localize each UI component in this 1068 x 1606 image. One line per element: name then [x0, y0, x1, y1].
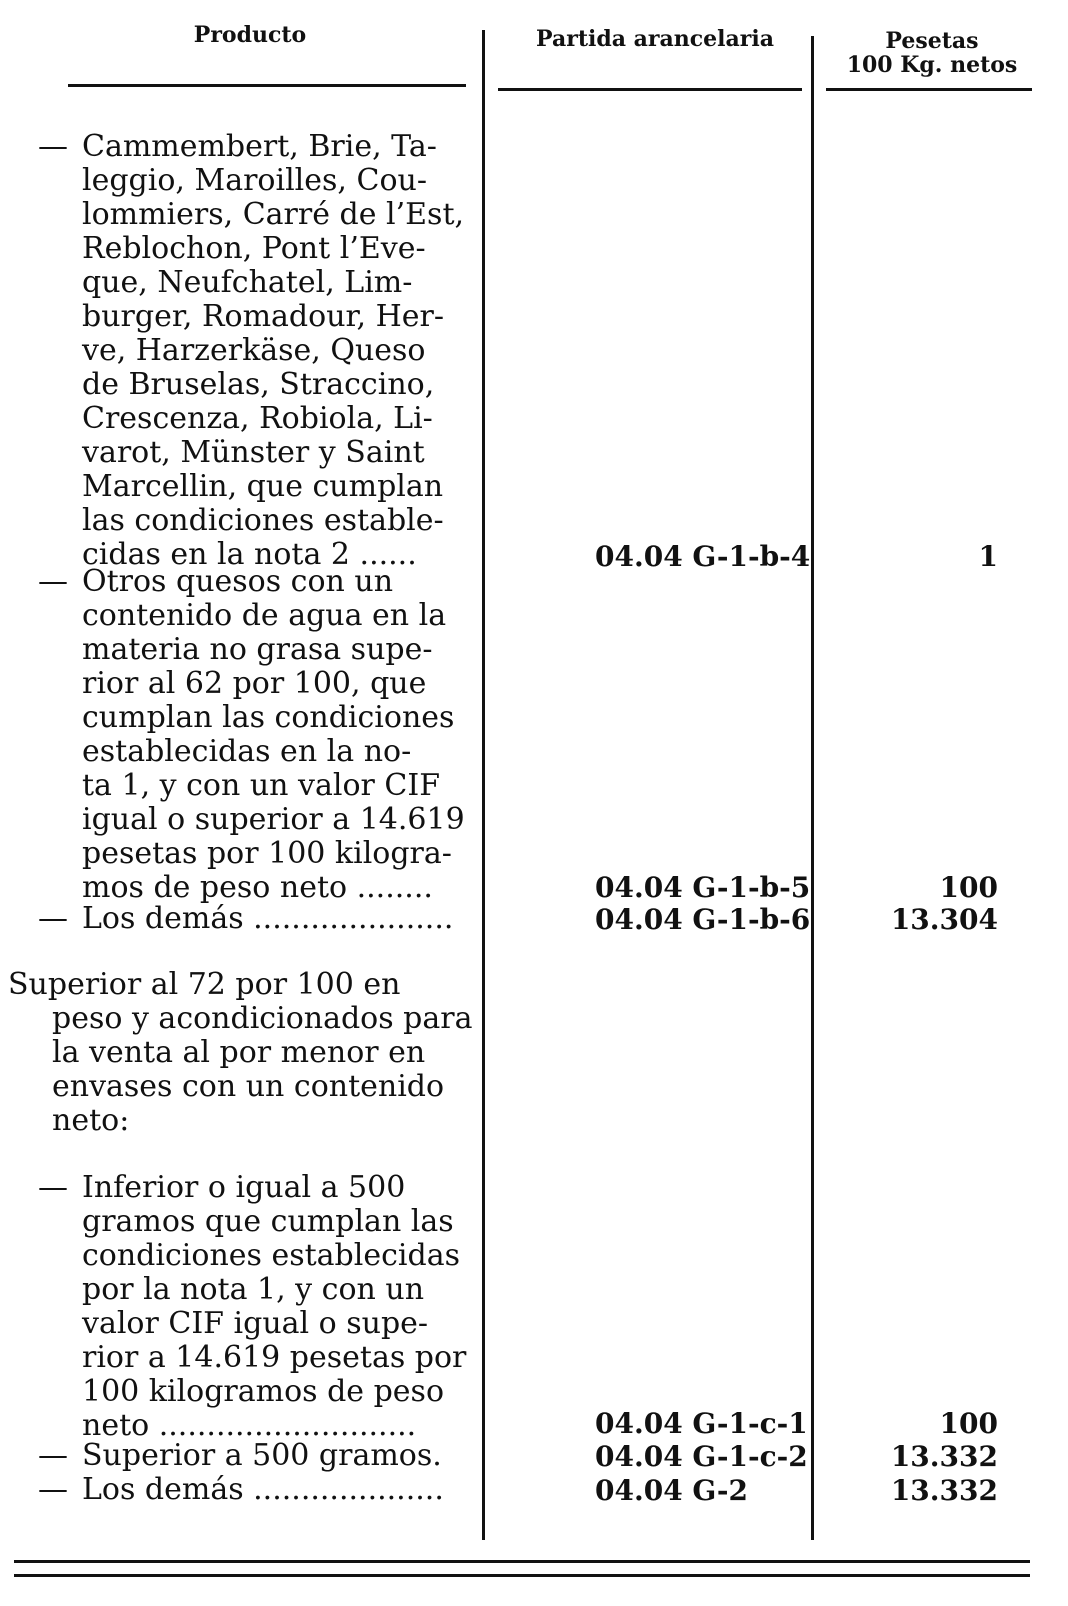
partida-code: 04.04 G-1-b-4 [595, 540, 811, 573]
product-line: leggio, Maroilles, Cou- [82, 163, 427, 198]
pesetas-value: 13.332 [890, 1440, 998, 1473]
product-line: Cammembert, Brie, Ta- [82, 129, 437, 164]
header-producto: Producto [193, 22, 307, 48]
product-line: neto: [52, 1103, 130, 1138]
product-line: que, Neufchatel, Lim- [82, 265, 413, 300]
partida-code: 04.04 G-1-c-1 [595, 1407, 808, 1440]
bottom-rule-lower [14, 1574, 1030, 1577]
product-line: envases con un contenido [52, 1069, 445, 1104]
pesetas-value: 100 [939, 1407, 998, 1440]
product-line: Inferior o igual a 500 [82, 1170, 406, 1205]
column-divider-1 [482, 30, 485, 1540]
product-line: Otros quesos con un [82, 564, 394, 599]
partida-code: 04.04 G-1-b-6 [595, 903, 811, 936]
product-line: Superior al 72 por 100 en [8, 967, 401, 1002]
header-pesetas-line2: 100 Kg. netos [846, 52, 1018, 78]
partida-code: 04.04 G-2 [595, 1474, 748, 1507]
partida-code: 04.04 G-1-b-5 [595, 871, 811, 904]
product-line: lommiers, Carré de l’Est, [82, 197, 465, 232]
product-line: la venta al por menor en [52, 1035, 426, 1070]
product-line: por la nota 1, y con un [82, 1272, 425, 1307]
product-line: ta 1, y con un valor CIF [82, 768, 441, 803]
product-line: peso y acondicionados para [52, 1001, 473, 1036]
partida-code: 04.04 G-1-c-2 [595, 1440, 808, 1473]
header-pesetas-line1: Pesetas [885, 28, 979, 54]
product-line: Los demás .................... [82, 1472, 444, 1507]
pesetas-value: 1 [978, 540, 998, 573]
dash-marker: — [38, 1170, 68, 1205]
product-line: burger, Romadour, Her- [82, 299, 445, 334]
column-divider-2 [811, 36, 814, 1540]
product-entry [38, 129, 466, 572]
product-line: mos de peso neto ........ [82, 870, 433, 905]
product-line: valor CIF igual o supe- [82, 1306, 429, 1341]
dash-marker: — [38, 129, 68, 164]
product-line: de Bruselas, Straccino, [82, 367, 435, 402]
product-entry [38, 1438, 466, 1473]
product-line: Marcellin, que cumplan [82, 469, 444, 504]
product-entry [38, 1170, 467, 1443]
product-line: neto ........................... [82, 1408, 417, 1443]
bottom-rule-upper [14, 1560, 1030, 1563]
dash-marker: — [38, 1472, 68, 1507]
product-line: cumplan las condiciones [82, 700, 455, 735]
product-line: pesetas por 100 kilogra- [82, 836, 452, 871]
product-line: establecidas en la no- [82, 734, 412, 769]
header-rule-partida [498, 88, 802, 91]
product-line: condiciones establecidas [82, 1238, 460, 1273]
dash-marker: — [38, 564, 68, 599]
product-line: gramos que cumplan las [82, 1204, 454, 1239]
product-line: Crescenza, Robiola, Li- [82, 401, 433, 436]
product-entry [38, 901, 466, 936]
header-rule-producto [68, 84, 466, 87]
product-entry [38, 1472, 466, 1507]
subheading-paragraph [8, 967, 473, 1138]
product-line: varot, Münster y Saint [82, 435, 425, 470]
product-line: igual o superior a 14.619 [82, 802, 465, 837]
header-rule-pesetas [826, 88, 1032, 91]
product-line: rior al 62 por 100, que [82, 666, 427, 701]
product-line: rior a 14.619 pesetas por [82, 1340, 467, 1375]
dash-marker: — [38, 901, 68, 936]
header-partida: Partida arancelaria [536, 26, 774, 52]
product-line: Superior a 500 gramos. [82, 1438, 442, 1473]
pesetas-value: 100 [939, 871, 998, 904]
product-line: las condiciones estable- [82, 503, 444, 538]
product-line: ve, Harzerkäse, Queso [82, 333, 426, 368]
product-line: Reblochon, Pont l’Eve- [82, 231, 426, 266]
product-line: cidas en la nota 2 ...... [82, 537, 417, 572]
product-line: contenido de agua en la [82, 598, 447, 633]
pesetas-value: 13.304 [890, 903, 998, 936]
product-line: Los demás ..................... [82, 901, 454, 936]
product-line: 100 kilogramos de peso [82, 1374, 445, 1409]
product-entry [38, 564, 466, 905]
dash-marker: — [38, 1438, 68, 1473]
pesetas-value: 13.332 [890, 1474, 998, 1507]
product-line: materia no grasa supe- [82, 632, 433, 667]
